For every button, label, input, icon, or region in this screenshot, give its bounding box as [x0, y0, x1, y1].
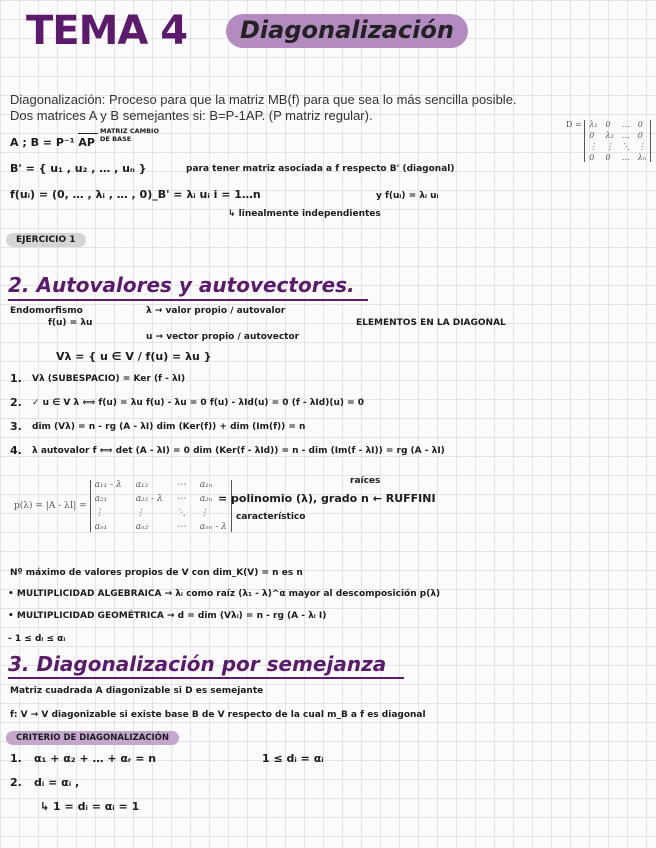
exercise-pill: EJERCICIO 1: [6, 233, 86, 247]
matrix-cell: a₁₂: [135, 480, 149, 490]
char-polynomial-label: p(λ) = |A - λI| =: [14, 501, 87, 511]
matrix-cell: ⋮: [199, 508, 209, 518]
matrix-cell: a₂ₙ: [199, 494, 213, 504]
matrix-cell: aₙₙ - λ: [199, 522, 227, 532]
criterion-number: 2.: [10, 776, 22, 789]
char-polynomial: [14, 480, 232, 532]
matrix-cell: …: [621, 131, 630, 140]
matrix-cell: 0: [637, 120, 643, 129]
matrix-cell: a₂₂ - λ: [135, 494, 163, 504]
section-3-line-2: f: V → V diagonizable si existe base B de V respecto de la cual m_B a f es diagonal: [10, 710, 426, 720]
characteristic-note: característico: [236, 512, 306, 522]
matrix-cell: ⋯: [176, 494, 186, 504]
eigen-equation: f(u) = λu: [48, 318, 93, 328]
matrix-cell: ⋱: [621, 142, 630, 151]
char-polynomial-matrix: [90, 480, 232, 532]
section-3-line-1: Matriz cuadrada A diagonizable si D es semejante: [10, 686, 264, 696]
item-text: ✓ u ∈ V λ ⟺ f(u) = λu f(u) - λu = 0 f(u) - λId(u) = 0 (f - λId)(u) = 0: [32, 398, 365, 408]
matrix-cell: ⋱: [176, 508, 186, 518]
matrix-cell: ⋮: [589, 142, 598, 151]
item-number: 3.: [10, 420, 22, 433]
matrix-cell: λ₁: [589, 120, 598, 129]
matrix-cell: a₂₁: [94, 494, 108, 504]
roots-note: raíces: [350, 476, 381, 486]
diagonal-matrix: [566, 120, 651, 162]
fui-definition: f(uᵢ) = (0, … , λᵢ , … , 0)_B' = λᵢ uᵢ i = 1…n: [10, 188, 261, 201]
matrix-cell: 0: [605, 120, 611, 129]
matrix-cell: 0: [589, 153, 595, 162]
matrix-cell: λ₂: [605, 131, 614, 140]
item-text: λ autovalor f ⟺ det (A - λI) = 0 dim (Ker(f - λId)) = n - dim (Im(f - λI)) = rg (A - λI): [32, 446, 445, 456]
geometric-multiplicity: • MULTIPLICIDAD GEOMÉTRICA → d = dim (Vλᵢ) = n - rg (A - λᵢ I): [8, 611, 327, 621]
diagonal-elements-note: ELEMENTOS EN LA DIAGONAL: [356, 318, 506, 328]
matrix-cell: ⋯: [176, 480, 186, 490]
section-3-title: 3. Diagonalización por semejanza: [8, 652, 387, 676]
criterion-text: ↳ 1 = dᵢ = αᵢ = 1: [40, 800, 140, 813]
criterion-text: α₁ + α₂ + … + αᵣ = n: [34, 752, 157, 765]
intro-line-2: Dos matrices A y B semejantes si: B=P-1AP. (P matriz regular).: [10, 108, 373, 123]
u-note: u → vector propio / autovector: [146, 332, 300, 342]
matrix-cell: 0: [605, 153, 611, 162]
matrix-cell: ⋮: [94, 508, 104, 518]
criterion-number: 1.: [10, 752, 22, 765]
diagonal-matrix-label: D =: [566, 120, 582, 129]
change-basis-note: MATRIZ CAMBIO DE BASE: [100, 127, 159, 143]
matrix-cell: ⋮: [637, 142, 646, 151]
item-number: 1.: [10, 372, 22, 385]
page-title: TEMA 4: [26, 8, 188, 54]
matrix-cell: aₙ₁: [94, 522, 108, 532]
item-number: 4.: [10, 444, 22, 457]
eigenspace-definition: Vλ = { u ∈ V / f(u) = λu }: [56, 350, 212, 363]
polynomial-note: = polinomio (λ), grado n ← RUFFINI: [218, 492, 436, 505]
matrix-cell: ⋮: [605, 142, 614, 151]
item-text: dim (Vλ) = n - rg (A - λI) dim (Ker(f)) + dim (Im(f)) = n: [32, 422, 306, 432]
section-2-underline: [8, 299, 368, 301]
basis-definition: B' = { u₁ , u₂ , … , uₙ }: [10, 162, 147, 175]
matrix-cell: λₙ: [637, 153, 647, 162]
matrix-cell: a₁ₙ: [199, 480, 213, 490]
diagonal-matrix-grid: [584, 120, 651, 162]
item-text: Vλ (SUBESPACIO) = Ker (f - λI): [32, 374, 186, 384]
matrix-cell: ⋮: [135, 508, 145, 518]
matrix-cell: ⋯: [176, 522, 186, 532]
max-eigenvalues: Nº máximo de valores propios de V con dim_K(V) = n es n: [10, 568, 303, 578]
matrix-cell: 0: [589, 131, 595, 140]
fui-short: y f(uᵢ) = λᵢ uᵢ: [376, 191, 439, 201]
matrix-cell: …: [621, 120, 630, 129]
algebraic-multiplicity: • MULTIPLICIDAD ALGEBRAICA → λᵢ como raíz (λ₁ - λ)^α mayor al descomposición p(λ): [8, 589, 441, 599]
criteria-pill: CRITERIO DE DIAGONALIZACIÓN: [6, 731, 179, 745]
section-2-title: 2. Autovalores y autovectores.: [8, 273, 355, 297]
arrow-line: [78, 133, 98, 134]
criterion-text: dᵢ = αᵢ ,: [34, 776, 80, 789]
page-subtitle: Diagonalización: [226, 14, 468, 48]
multiplicity-inequality: - 1 ≤ dᵢ ≤ αᵢ: [8, 634, 66, 644]
matrix-cell: …: [621, 153, 630, 162]
matrix-cell: 0: [637, 131, 643, 140]
basis-note: para tener matriz asociada a f respecto B' (diagonal): [186, 164, 455, 174]
linear-independence-note: ↳ linealmente independientes: [228, 209, 381, 219]
matrix-cell: a₁₁ - λ: [94, 480, 122, 490]
matrix-cell: aₙ₂: [135, 522, 149, 532]
criterion-side: 1 ≤ dᵢ = αᵢ: [262, 752, 324, 765]
similarity-formula: A ; B = P⁻¹ AP: [10, 136, 95, 149]
section-3-underline: [8, 677, 404, 679]
lambda-note: λ → valor propio / autovalor: [146, 306, 286, 316]
item-number: 2.: [10, 396, 22, 409]
endomorphism-label: Endomorfismo: [10, 306, 83, 316]
intro-line-1: Diagonalización: Proceso para que la matriz MB(f) para que sea lo más sencilla posible.: [10, 92, 517, 107]
